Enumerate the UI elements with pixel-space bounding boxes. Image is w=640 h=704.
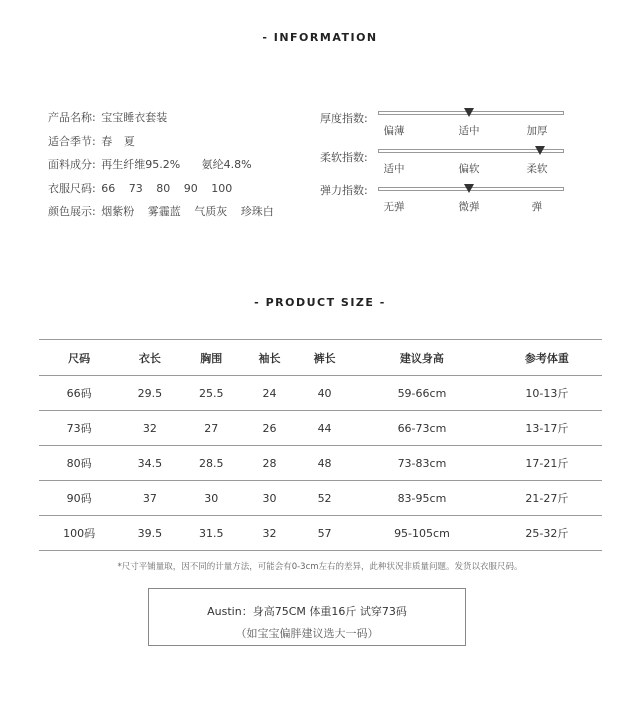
index-label: 弹力指数: — [320, 184, 368, 197]
table-row — [39, 481, 602, 516]
index-option: 无弹 — [383, 201, 405, 213]
table-header-cell: 参考体重 — [492, 340, 602, 376]
table-header-cell: 衣长 — [119, 340, 180, 376]
info-label: 面料成分: — [48, 158, 96, 171]
table-cell: 10-13斤 — [492, 376, 602, 411]
info-value: 宝宝睡衣套装 — [101, 111, 168, 124]
info-label: 产品名称: — [48, 111, 96, 124]
table-cell: 100码 — [39, 516, 119, 551]
table-row — [39, 376, 602, 411]
table-cell: 73码 — [39, 411, 119, 446]
model-info-box — [148, 588, 466, 646]
table-cell: 21-27斤 — [492, 481, 602, 516]
table-cell: 73-83cm — [352, 446, 492, 481]
index-option: 偏薄 — [383, 125, 405, 137]
index-marker-icon — [464, 108, 474, 117]
index-option: 柔软 — [526, 163, 548, 175]
color-value: 气质灰 — [194, 205, 228, 218]
table-cell: 90码 — [39, 481, 119, 516]
index-option: 微弹 — [458, 201, 480, 213]
index-option: 弹 — [531, 201, 543, 213]
info-value: 氨纶4.8% — [201, 158, 252, 171]
table-cell: 28.5 — [181, 446, 242, 481]
table-cell: 25.5 — [181, 376, 242, 411]
table-cell: 17-21斤 — [492, 446, 602, 481]
product-info-list — [48, 110, 284, 228]
table-cell: 29.5 — [119, 376, 180, 411]
table-cell: 27 — [181, 411, 242, 446]
index-marker-icon — [535, 146, 545, 155]
table-header-cell: 裤长 — [297, 340, 352, 376]
table-cell: 34.5 — [119, 446, 180, 481]
table-cell: 24 — [242, 376, 297, 411]
info-value: 春 — [101, 134, 113, 148]
info-value: 夏 — [123, 134, 135, 148]
table-cell: 80码 — [39, 446, 119, 481]
index-option: 加厚 — [526, 125, 548, 137]
table-row — [39, 411, 602, 446]
index-marker-icon — [464, 184, 474, 193]
table-cell: 44 — [297, 411, 352, 446]
size-value: 66 — [101, 181, 116, 195]
info-row-color — [48, 204, 284, 228]
table-cell: 52 — [297, 481, 352, 516]
table-cell: 30 — [242, 481, 297, 516]
info-label: 衣服尺码: — [48, 181, 96, 195]
size-value: 73 — [128, 181, 143, 195]
info-label: 适合季节: — [48, 134, 96, 148]
index-option: 偏软 — [458, 163, 480, 175]
table-cell: 66码 — [39, 376, 119, 411]
index-option: 适中 — [458, 125, 480, 137]
measurement-note: *尺寸平铺量取，因不同的计量方法，可能会有0-3cm左右的差异，此种状况非质量问题。发货以衣服尺码。 — [117, 562, 523, 572]
model-info-line: Austin：身高75CM 体重16斤 试穿73码 — [207, 605, 407, 618]
size-value: 80 — [156, 181, 171, 195]
product-size-title: - PRODUCT SIZE - — [254, 296, 386, 309]
table-cell: 13-17斤 — [492, 411, 602, 446]
model-suggestion-line: （如宝宝偏胖建议选大一码） — [235, 627, 379, 640]
information-title: - INFORMATION — [262, 31, 378, 44]
index-option: 适中 — [383, 163, 405, 175]
table-cell: 48 — [297, 446, 352, 481]
table-cell: 28 — [242, 446, 297, 481]
table-cell: 25-32斤 — [492, 516, 602, 551]
info-value: 再生纤维95.2% — [101, 158, 181, 171]
table-header-row — [39, 340, 602, 376]
table-header-cell: 胸围 — [181, 340, 242, 376]
table-cell: 31.5 — [181, 516, 242, 551]
table-cell: 40 — [297, 376, 352, 411]
table-cell: 26 — [242, 411, 297, 446]
table-header-cell: 袖长 — [242, 340, 297, 376]
table-header-cell: 建议身高 — [352, 340, 492, 376]
color-value: 雾霾蓝 — [147, 205, 181, 218]
index-label: 厚度指数: — [320, 112, 368, 125]
info-row-fabric — [48, 157, 284, 181]
info-row-name — [48, 110, 284, 134]
color-value: 烟紫粉 — [101, 205, 135, 218]
table-row — [39, 446, 602, 481]
table-cell: 57 — [297, 516, 352, 551]
table-cell: 37 — [119, 481, 180, 516]
size-value: 100 — [211, 181, 233, 195]
table-cell: 83-95cm — [352, 481, 492, 516]
table-cell: 95-105cm — [352, 516, 492, 551]
table-cell: 30 — [181, 481, 242, 516]
info-row-size — [48, 181, 284, 205]
info-label: 颜色展示: — [48, 205, 96, 218]
size-table — [39, 339, 602, 551]
table-header-cell: 尺码 — [39, 340, 119, 376]
table-cell: 59-66cm — [352, 376, 492, 411]
color-value: 珍珠白 — [240, 205, 274, 218]
table-cell: 32 — [242, 516, 297, 551]
index-label: 柔软指数: — [320, 151, 368, 164]
table-row — [39, 516, 602, 551]
table-cell: 66-73cm — [352, 411, 492, 446]
table-cell: 32 — [119, 411, 180, 446]
table-cell: 39.5 — [119, 516, 180, 551]
info-row-season — [48, 134, 284, 158]
size-value: 90 — [183, 181, 198, 195]
